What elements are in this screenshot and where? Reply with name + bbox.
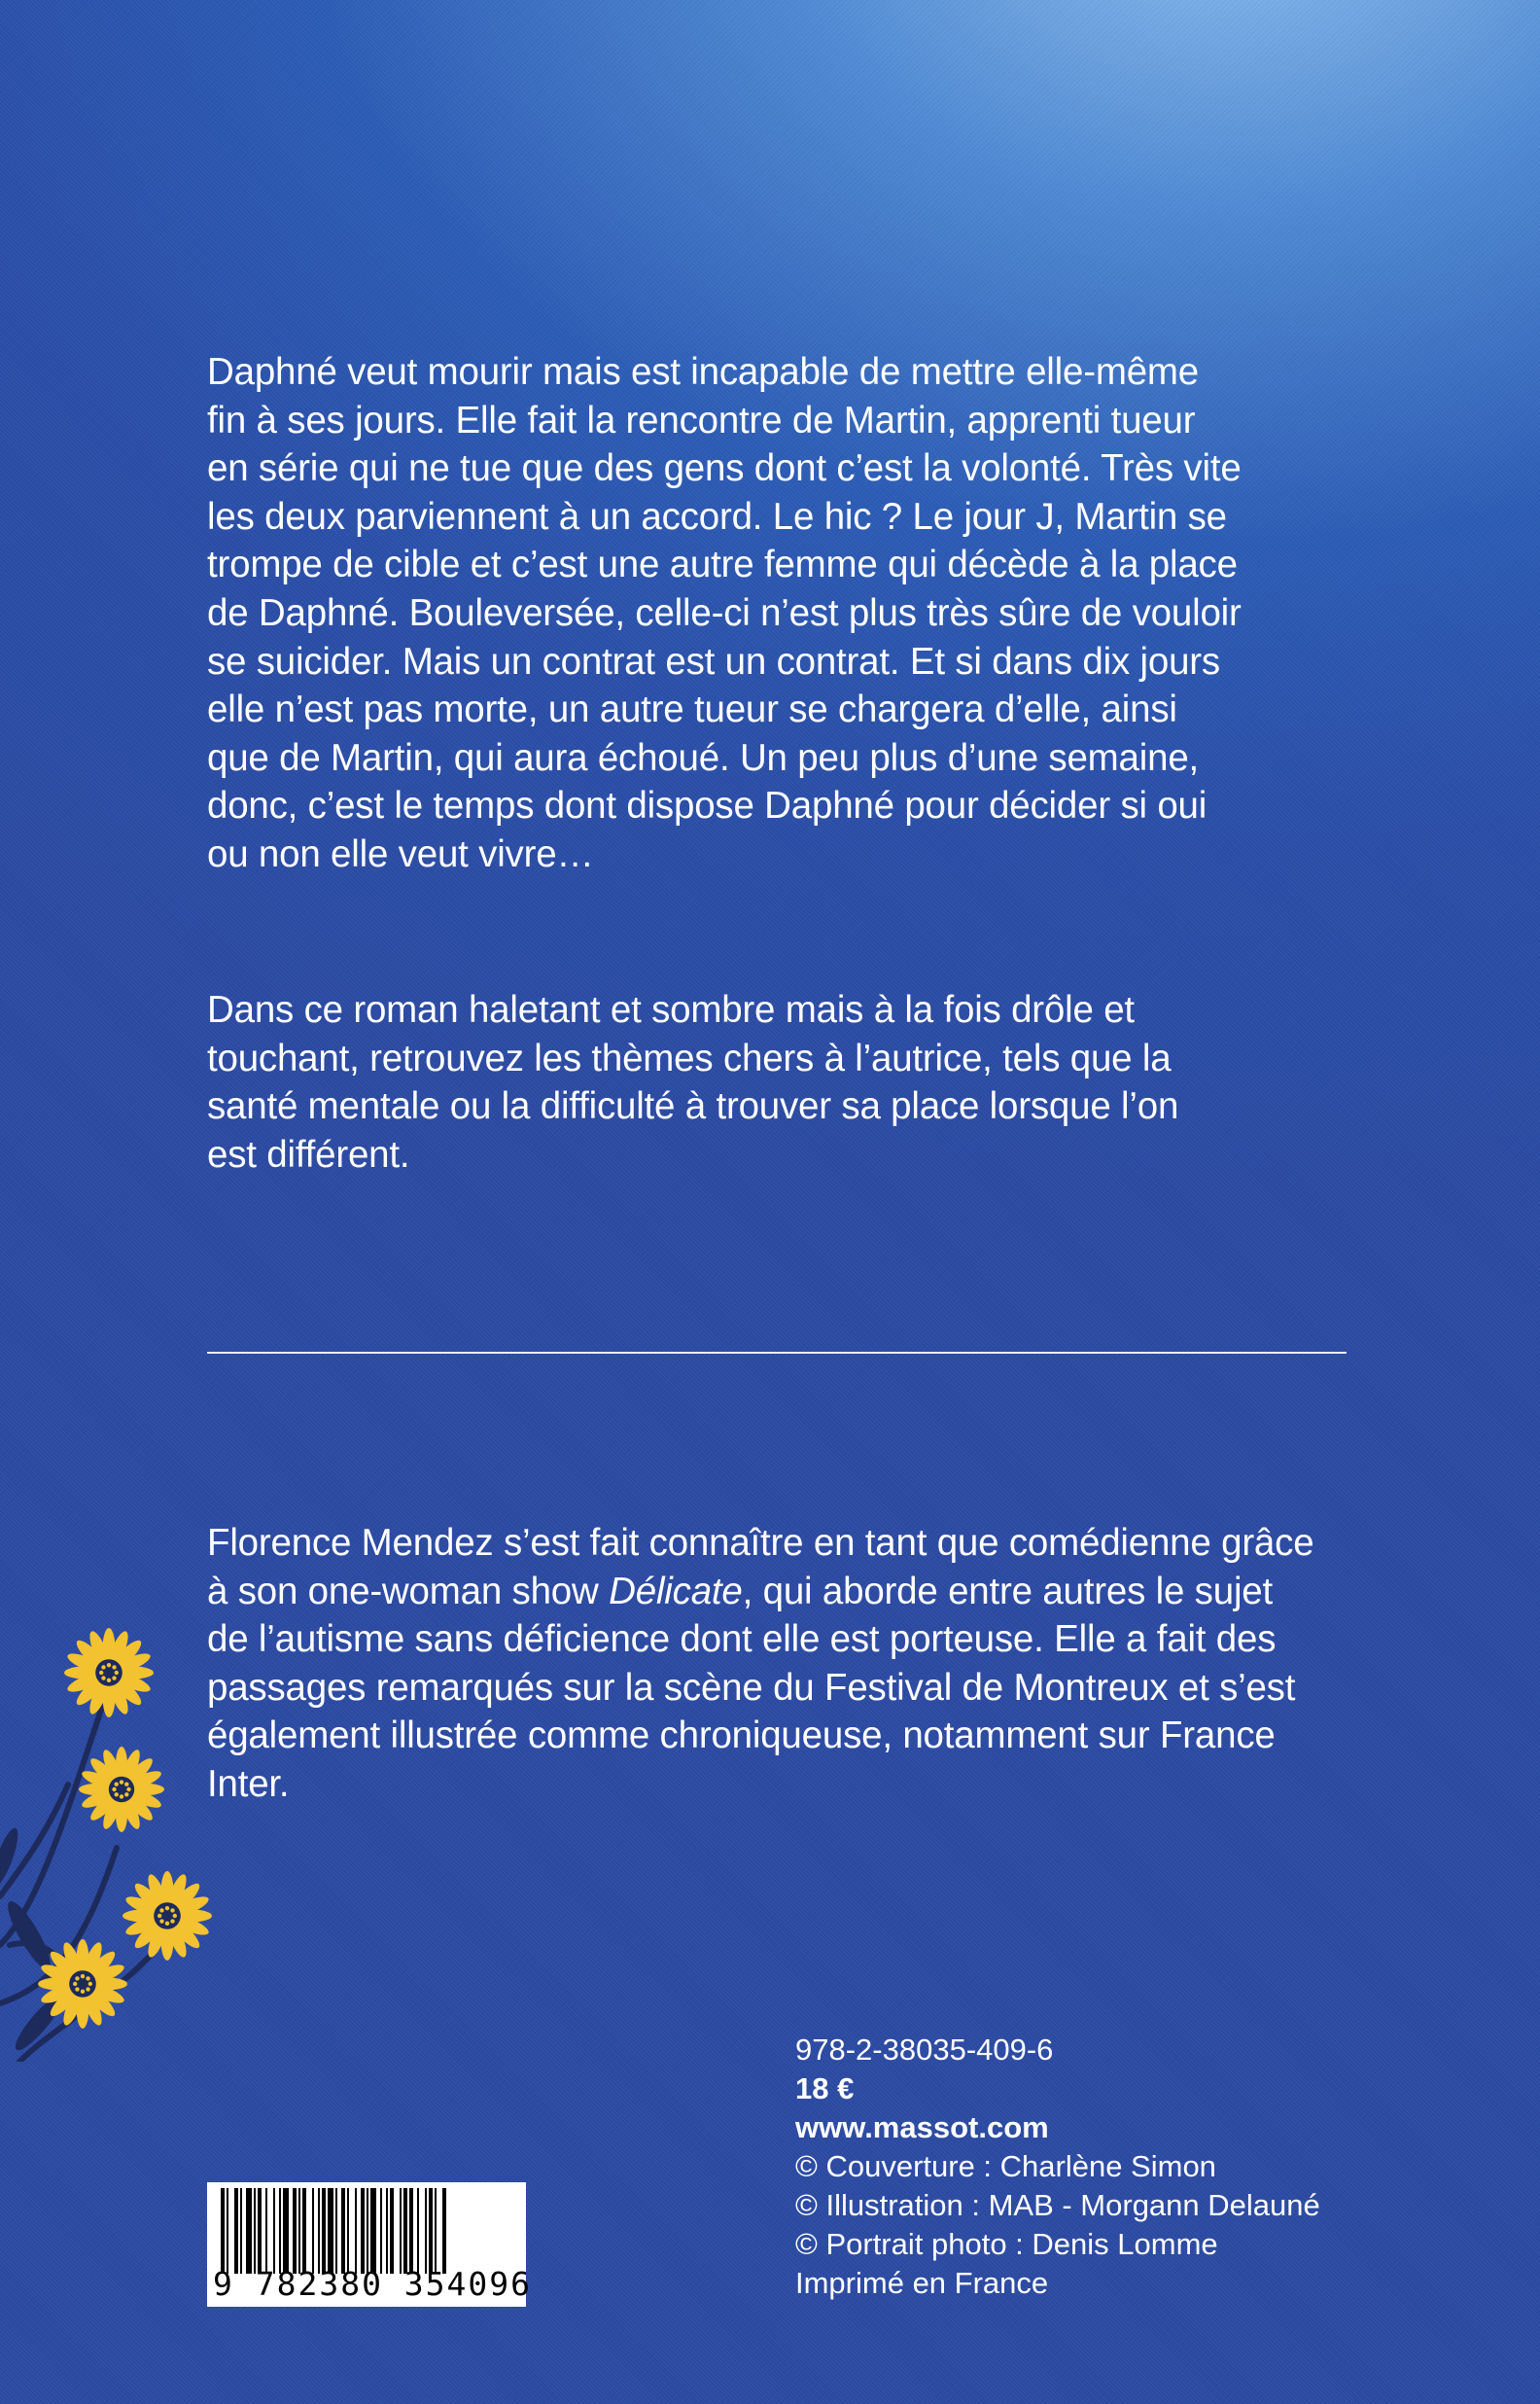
cover-credit: © Couverture : Charlène Simon: [795, 2149, 1216, 2183]
flower-head: [79, 1747, 164, 1832]
isbn-barcode: [207, 2182, 533, 2307]
barcode-bars: [207, 2182, 526, 2276]
flower-head: [122, 1871, 212, 1961]
show-title: Délicate: [609, 1570, 743, 1612]
flower-illustration: [0, 1614, 253, 2062]
synopsis-paragraph: [207, 348, 1354, 879]
synopsis-text: Daphné veut mourir mais est incapable de mettre elle-même fin à ses jours. Elle fait la rencontre de Martin, apprenti tueur en série qui ne tue que des gens dont c’est la volonté. Très vite les deux parviennent à un accord. Le hic ? Le jour J, Martin se trompe de cible et c’est une autre femme qui décède à la place de Daphné. Bouleversée, celle-ci n’est plus très sûre de vouloir se suicider. Mais un contrat est un contrat. Et si dans dix jours elle n’est pas morte, un autre tueur se chargera d’elle, ainsi que de Martin, qui aura échoué. Un peu plus d’une semaine, donc, c’est le temps dont dispose Daphné pour décider si oui ou non elle veut vivre…: [207, 351, 1242, 875]
price: 18 €: [795, 2071, 855, 2105]
bio-text-end: , qui aborde entre autres le sujet de l’autisme sans déficience dont elle est porteuse. Elle a fait des passages remarqués sur la scène du Festival de Montreux et s’est également illustrée comme chroniqueuse, notamment sur France Inter.: [207, 1570, 1296, 1805]
themes-paragraph: [207, 986, 1354, 1179]
printed-in: Imprimé en France: [795, 2266, 1049, 2300]
author-bio: [207, 1519, 1354, 1809]
author-bio-text: [207, 1519, 1354, 1809]
section-divider: [207, 1352, 1347, 1354]
flower-leaves: [0, 1825, 68, 2055]
bio-text-start: Florence Mendez s’est fait connaître en tant que comédienne grâce à son one-woman show: [207, 1522, 1314, 1612]
book-info: [795, 2031, 1320, 2303]
flower-head: [64, 1628, 154, 1717]
flower-head: [38, 1939, 127, 2029]
flower-heads: [38, 1628, 212, 2029]
barcode-digits: 9 782380 354096: [213, 2265, 533, 2303]
illustration-credit: © Illustration : MAB - Morgann Delauné: [795, 2188, 1320, 2222]
website-link[interactable]: www.massot.com: [795, 2110, 1049, 2144]
portrait-credit: © Portrait photo : Denis Lomme: [795, 2227, 1218, 2261]
isbn: 978-2-38035-409-6: [795, 2033, 1054, 2067]
themes-text: Dans ce roman haletant et sombre mais à la fois drôle et touchant, retrouvez les thèmes chers à l’autrice, tels que la santé mentale ou la difficulté à trouver sa place lorsque l’on est différent.: [207, 989, 1179, 1176]
